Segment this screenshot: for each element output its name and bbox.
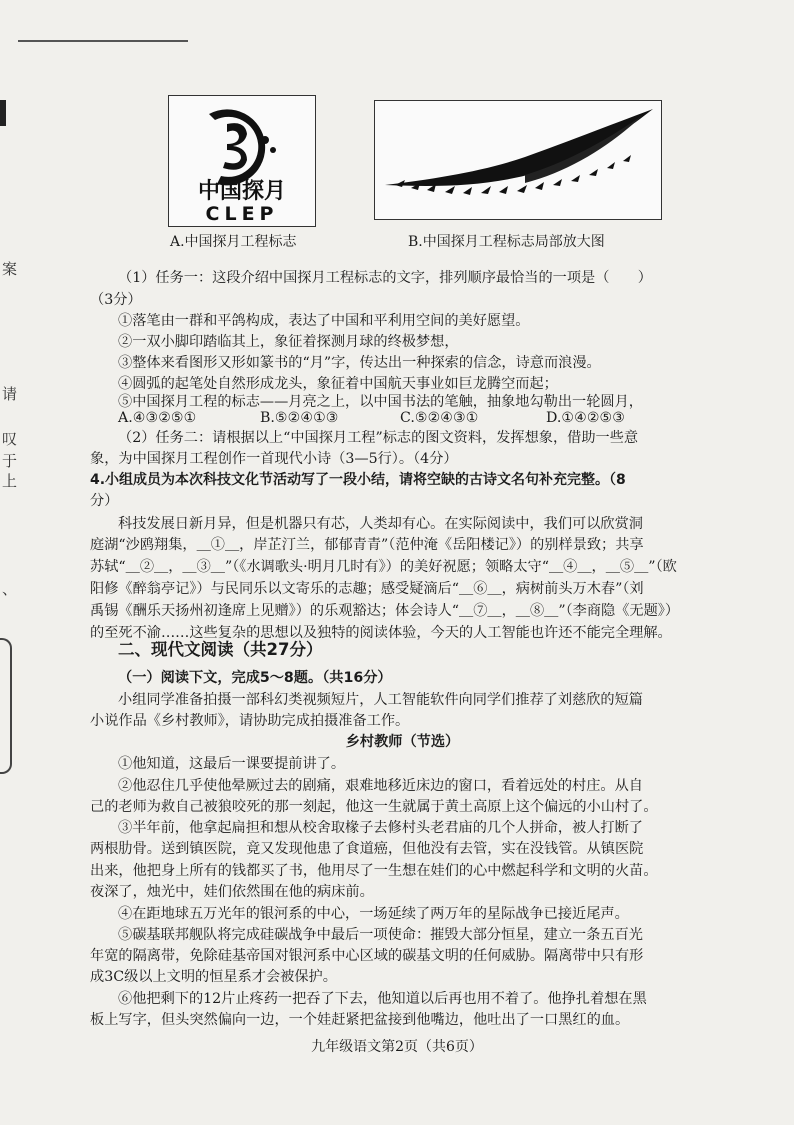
story-line: ①他知道，这最后一课要提前讲了。: [118, 756, 346, 772]
task1-item: ④圆弧的起笔处自然形成龙头，象征着中国航天事业如巨龙腾空而起；: [118, 376, 558, 392]
option-c: C.⑤②④③①: [400, 410, 479, 426]
story-line: ⑤碳基联邦舰队将完成硅碳战争中最后一项使命：摧毁大部分恒星，建立一条五百光: [118, 927, 643, 943]
q4-title-cont: 分）: [90, 493, 119, 509]
moon-logo-icon: [169, 96, 315, 226]
task1-item: ①落笔由一群和平鸽构成，表达了中国和平利用空间的美好愿望。: [118, 313, 530, 329]
logo-text-cn: 中国探月: [197, 179, 287, 204]
brush-stroke-icon: [375, 101, 661, 219]
option-b: B.⑤②④①③: [260, 410, 339, 426]
margin-char: 请: [2, 385, 18, 403]
q4-text: 禹锡《酬乐天扬州初逢席上见赠》）的乐观豁达；体会诗人“＿⑦＿，＿⑧＿”（李商隐《无题》）: [90, 603, 680, 619]
logo-text-en: CLEP: [205, 203, 279, 225]
figure-b-enlarged-stroke: [374, 100, 662, 220]
margin-char: 于: [2, 452, 18, 470]
figure-b-caption: B.中国探月工程标志局部放大图: [408, 234, 605, 250]
page-footer: 九年级语文第2页（共6页）: [311, 1039, 483, 1055]
part1-title: （一）阅读下文，完成5～8题。（共16分）: [118, 670, 392, 686]
task1-question: （1）任务一：这段介绍中国探月工程标志的文字，排列顺序最恰当的一项是（ ）: [118, 270, 652, 286]
task2-line: 象，为中国探月工程创作一首现代小诗（3—5行）。（4分）: [90, 451, 458, 467]
story-line: ⑥他把剩下的12片止疼药一把吞了下去，他知道以后再也用不着了。他挣扎着想在黑: [118, 991, 647, 1007]
margin-char: 案: [2, 260, 18, 278]
q4-text: 庭湖“沙鸥翔集，＿①＿，岸芷汀兰，郁郁青青”（范仲淹《岳阳楼记》）的别样景致；共享: [90, 537, 644, 553]
margin-char: 叹: [2, 430, 18, 448]
margin-bracket: [0, 638, 12, 774]
story-line: 出来，他把身上所有的钱都买了书，他用尽了一生想在娃们的心中燃起科学和文明的火苗。: [90, 863, 658, 879]
q4-text: 的至死不渝……这些复杂的思想以及独特的阅读体验，今天的人工智能也许还不能完全理解。: [90, 625, 672, 641]
task1-score: （3分）: [90, 292, 142, 308]
task2-line: （2）任务二：请根据以上“中国探月工程”标志的图文资料，发挥想象，借助一些意: [118, 430, 639, 446]
story-line: 夜深了，烛光中，娃们依然围在他的病床前。: [90, 884, 374, 900]
q4-title: 4.小组成员为本次科技文化节活动写了一段小结，请将空缺的古诗文名句补充完整。（8: [90, 472, 626, 488]
story-title: 乡村教师（节选）: [345, 734, 460, 750]
task1-item: ②一双小脚印踏临其上，象征着探测月球的终极梦想，: [118, 334, 459, 350]
q4-text: 科技发展日新月异，但是机器只有芯，人类却有心。在实际阅读中，我们可以欣赏洞: [118, 516, 643, 532]
option-d: D.①④②⑤③: [546, 410, 625, 426]
part1-intro: 小说作品《乡村教师》，请协助完成拍摄准备工作。: [90, 713, 410, 729]
story-line: 两根肋骨。送到镇医院，竟又发现他患了食道癌，但他没有去管，实在没钱管。从镇医院: [90, 841, 644, 857]
margin-char: 、: [2, 580, 18, 598]
story-line: 成3C级以上文明的恒星系才会被保护。: [90, 969, 337, 985]
q4-text: 苏轼“＿②＿，＿③＿”（《水调歌头·明月几时有》）的美好祝愿；领略太守“＿④＿，＿⑤＿”（欧: [90, 559, 677, 575]
story-line: ②他忍住几乎使他晕厥过去的剧痛，艰难地移近床边的窗口，看着远处的村庄。从自: [118, 778, 643, 794]
story-line: ③半年前，他拿起扁担和想从校舍取椽子去修村头老君庙的几个人拼命，被人打断了: [118, 820, 643, 836]
option-a: A.④③②⑤①: [118, 410, 197, 426]
left-margin-fragments: [0, 0, 30, 1125]
top-rule: [18, 40, 188, 42]
q4-text: 阳修《醉翁亭记》）与民同乐以文寄乐的志趣；感受疑滴后“＿⑥＿，病树前头万木春”（刘: [90, 581, 644, 597]
story-line: 板上写字，但头突然偏向一边，一个娃赶紧把盆接到他嘴边，他吐出了一口黑红的血。: [90, 1012, 630, 1028]
part1-intro: 小组同学准备拍摄一部科幻类视频短片，人工智能软件向同学们推荐了刘慈欣的短篇: [118, 692, 643, 708]
margin-bar: [0, 100, 6, 126]
margin-char: 上: [2, 472, 18, 490]
story-line: ④在距地球五万光年的银河系的中心，一场延续了两万年的星际战争已接近尾声。: [118, 906, 629, 922]
figure-a-caption: A.中国探月工程标志: [170, 234, 297, 250]
figure-a-logo: [168, 95, 316, 227]
section-title: 二、现代文阅读（共27分）: [118, 640, 323, 659]
task1-item: ③整体来看图形又形如篆书的“月”字，传达出一种探索的信念，诗意而浪漫。: [118, 355, 601, 371]
story-line: 己的老师为救自己被狼咬死的那一刻起，他这一生就属于黄土高原上这个偏远的小山村了。: [90, 799, 658, 815]
story-line: 年宽的隔离带，免除硅基帝国对银河系中心区域的碳基文明的任何威胁。隔离带中只有形: [90, 948, 644, 964]
task1-item: ⑤中国探月工程的标志——月亮之上，以中国书法的笔触，抽象地勾勒出一轮圆月，: [118, 394, 643, 410]
